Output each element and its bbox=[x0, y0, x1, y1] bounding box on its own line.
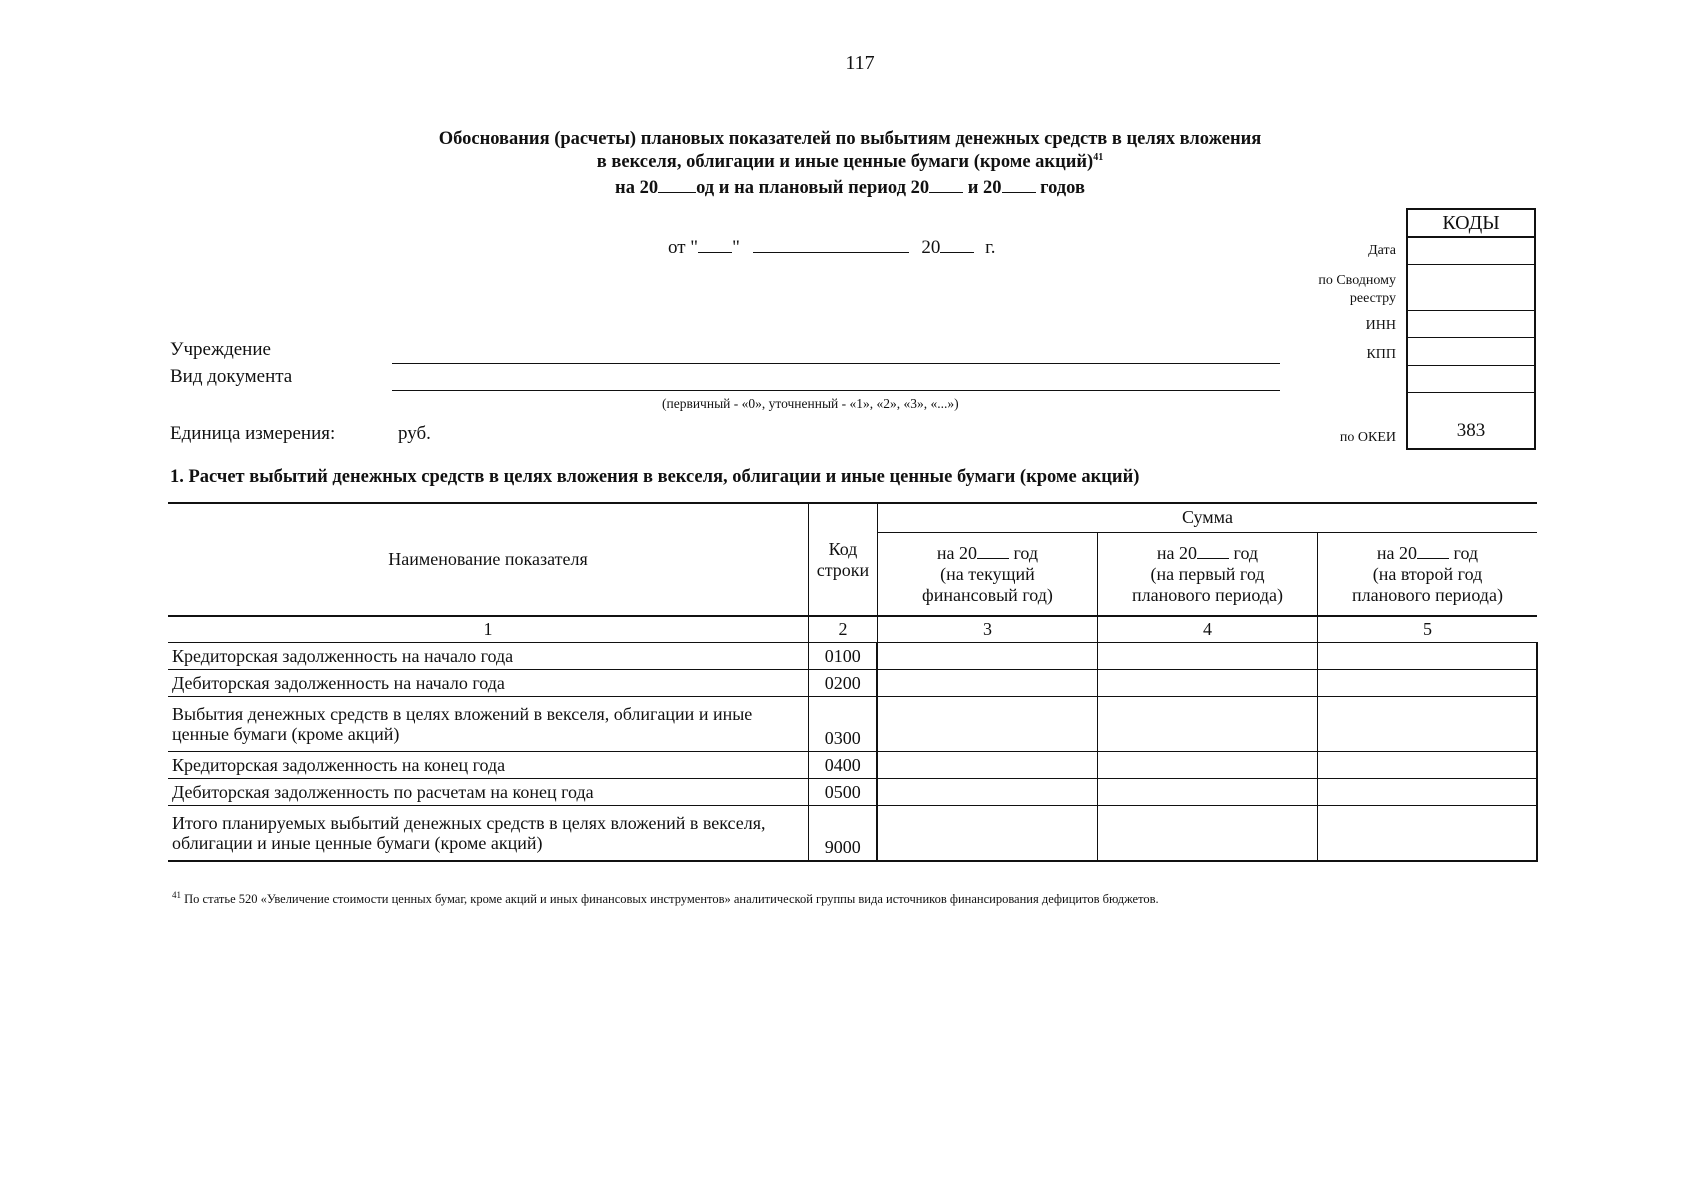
footnote-mark: 41 bbox=[172, 889, 181, 900]
row-value-cell[interactable] bbox=[877, 643, 1097, 670]
table-row bbox=[168, 643, 1537, 670]
row-name: Итого планируемых выбытий денежных средств в целях вложений в векселя, облигации и иные ценные бумаги (кроме акций) bbox=[168, 806, 808, 861]
header-line-code-1: Код bbox=[828, 538, 858, 559]
row-name: Выбытия денежных средств в целях вложений в векселя, облигации и иные ценные бумаги (кроме акций) bbox=[168, 697, 808, 752]
doc-type-label: Вид документа bbox=[170, 366, 293, 387]
code-label-okei: по ОКЕИ bbox=[1339, 430, 1396, 445]
row-value-cell[interactable] bbox=[1098, 779, 1318, 806]
title-year-suffix: годов bbox=[1040, 178, 1085, 198]
period-1-year-blank[interactable] bbox=[977, 542, 1009, 559]
row-code: 0400 bbox=[808, 752, 877, 779]
form-title-line-3 bbox=[300, 174, 1400, 200]
date-year-blank[interactable] bbox=[940, 234, 974, 253]
page-number: 117 bbox=[845, 52, 875, 74]
institution-label: Учреждение bbox=[170, 339, 271, 360]
row-value-cell[interactable] bbox=[1098, 752, 1318, 779]
row-value-cell[interactable] bbox=[1098, 806, 1318, 861]
date-day-blank[interactable] bbox=[698, 234, 732, 253]
date-month-blank[interactable] bbox=[753, 234, 909, 253]
document-date-line bbox=[668, 234, 995, 259]
date-year-suffix: г. bbox=[985, 237, 996, 258]
code-cell-inn[interactable] bbox=[1408, 337, 1534, 338]
header-line-code bbox=[808, 503, 877, 616]
row-code: 0500 bbox=[808, 779, 877, 806]
institution-field[interactable] bbox=[392, 363, 1280, 364]
code-cell-okei: 383 bbox=[1456, 420, 1486, 441]
row-name: Дебиторская задолженность по расчетам на конец года bbox=[168, 779, 808, 806]
title-year-prefix: на 20 bbox=[615, 178, 659, 198]
row-code: 9000 bbox=[808, 806, 877, 861]
footnote-text: По статье 520 «Увеличение стоимости ценных бумаг, кроме акций и иных финансовых инструментов» аналитической группы вида источников финансирования дефицитов бюджетов. bbox=[181, 892, 1159, 906]
header-period-3-desc-2: планового периода) bbox=[1352, 584, 1503, 605]
colnum-3: 3 bbox=[877, 616, 1097, 643]
form-title-line-2-text: в векселя, облигации и иные ценные бумаги (кроме акций) bbox=[596, 152, 1094, 172]
row-name: Дебиторская задолженность на начало года bbox=[168, 670, 808, 697]
row-value-cell[interactable] bbox=[877, 779, 1097, 806]
row-name: Кредиторская задолженность на конец года bbox=[168, 752, 808, 779]
row-name: Кредиторская задолженность на начало года bbox=[168, 643, 808, 670]
row-value-cell[interactable] bbox=[1098, 643, 1318, 670]
period-3-year-blank[interactable] bbox=[1417, 542, 1449, 559]
code-label-inn: ИНН bbox=[1365, 318, 1396, 333]
row-code: 0100 bbox=[808, 643, 877, 670]
row-value-cell[interactable] bbox=[877, 670, 1097, 697]
row-value-cell[interactable] bbox=[1317, 697, 1537, 752]
outflow-table bbox=[168, 502, 1538, 862]
footnote bbox=[172, 889, 1159, 907]
row-value-cell[interactable] bbox=[877, 752, 1097, 779]
colnum-1: 1 bbox=[168, 616, 808, 643]
header-period-2-desc-2: планового периода) bbox=[1132, 584, 1283, 605]
row-value-cell[interactable] bbox=[877, 806, 1097, 861]
row-value-cell[interactable] bbox=[877, 697, 1097, 752]
title-year-blank[interactable] bbox=[658, 174, 696, 193]
colnum-4: 4 bbox=[1098, 616, 1318, 643]
title-year-and: и 20 bbox=[967, 178, 1002, 198]
code-cell-registry[interactable] bbox=[1408, 310, 1534, 311]
table-row bbox=[168, 779, 1537, 806]
header-period-3-desc-1: (на второй год bbox=[1372, 563, 1483, 584]
date-from-label: от " bbox=[668, 237, 699, 258]
header-indicator-name: Наименование показателя bbox=[168, 503, 808, 616]
header-period-1-desc-2: финансовый год) bbox=[922, 584, 1053, 605]
colnum-2: 2 bbox=[808, 616, 877, 643]
row-code: 0300 bbox=[808, 697, 877, 752]
period-1-year-suffix: год bbox=[1013, 542, 1039, 563]
doc-type-field[interactable] bbox=[392, 390, 1280, 391]
doc-type-hint: (первичный - «0», уточненный - «1», «2», «3», «...») bbox=[662, 396, 959, 411]
header-period-1 bbox=[877, 532, 1097, 616]
header-sum: Сумма bbox=[877, 503, 1537, 532]
header-period-2 bbox=[1098, 532, 1318, 616]
codes-header: КОДЫ bbox=[1406, 208, 1536, 237]
code-cell-kpp[interactable] bbox=[1408, 365, 1534, 366]
period-3-year-suffix: год bbox=[1453, 542, 1479, 563]
row-value-cell[interactable] bbox=[1098, 697, 1318, 752]
code-label-date: Дата bbox=[1368, 243, 1396, 258]
period-2-year-suffix: год bbox=[1233, 542, 1259, 563]
unit-label: Единица измерения: bbox=[170, 423, 336, 444]
title-year-mid: од и на плановый период 20 bbox=[696, 178, 930, 198]
table-row bbox=[168, 670, 1537, 697]
title-plan-year-2-blank[interactable] bbox=[1002, 174, 1036, 193]
unit-value: руб. bbox=[398, 423, 431, 444]
code-cell-date[interactable] bbox=[1408, 264, 1534, 265]
row-value-cell[interactable] bbox=[1098, 670, 1318, 697]
date-year-prefix: 20 bbox=[921, 237, 941, 258]
codes-column bbox=[1406, 236, 1536, 450]
header-period-1-desc-1: (на текущий bbox=[940, 563, 1035, 584]
row-value-cell[interactable] bbox=[1317, 806, 1537, 861]
table-row bbox=[168, 806, 1537, 861]
header-period-2-desc-1: (на первый год bbox=[1150, 563, 1265, 584]
header-period-1-year bbox=[882, 542, 1093, 564]
section-1-title: 1. Расчет выбытий денежных средств в целях вложения в векселя, облигации и иные ценные бумаги (кроме акций) bbox=[170, 467, 1140, 487]
header-period-2-year bbox=[1102, 542, 1313, 564]
header-period-3 bbox=[1317, 532, 1537, 616]
period-2-year-blank[interactable] bbox=[1197, 542, 1229, 559]
code-label-registry-2: реестру bbox=[1349, 291, 1396, 306]
header-line-code-2: строки bbox=[816, 559, 870, 580]
period-2-year-prefix: на 20 bbox=[1156, 542, 1198, 563]
colnum-5: 5 bbox=[1317, 616, 1537, 643]
header-period-3-year bbox=[1322, 542, 1533, 564]
row-value-cell[interactable] bbox=[1317, 752, 1537, 779]
form-title-footnote-mark: 41 bbox=[1093, 151, 1104, 163]
form-title-line-2 bbox=[300, 151, 1400, 174]
period-3-year-prefix: на 20 bbox=[1376, 542, 1418, 563]
row-value-cell[interactable] bbox=[1317, 779, 1537, 806]
date-quote-close: " bbox=[732, 237, 740, 258]
form-title-line-1: Обоснования (расчеты) плановых показателей по выбытиям денежных средств в целях вложения bbox=[438, 129, 1262, 149]
code-label-registry-1: по Сводному bbox=[1318, 273, 1396, 288]
table-row bbox=[168, 697, 1537, 752]
row-code: 0200 bbox=[808, 670, 877, 697]
code-cell-doc-type[interactable] bbox=[1408, 392, 1534, 393]
period-1-year-prefix: на 20 bbox=[936, 542, 977, 563]
table-row bbox=[168, 752, 1537, 779]
row-value-cell[interactable] bbox=[1317, 643, 1537, 670]
title-plan-year-1-blank[interactable] bbox=[929, 174, 963, 193]
row-value-cell[interactable] bbox=[1317, 670, 1537, 697]
code-label-kpp: КПП bbox=[1366, 347, 1396, 362]
